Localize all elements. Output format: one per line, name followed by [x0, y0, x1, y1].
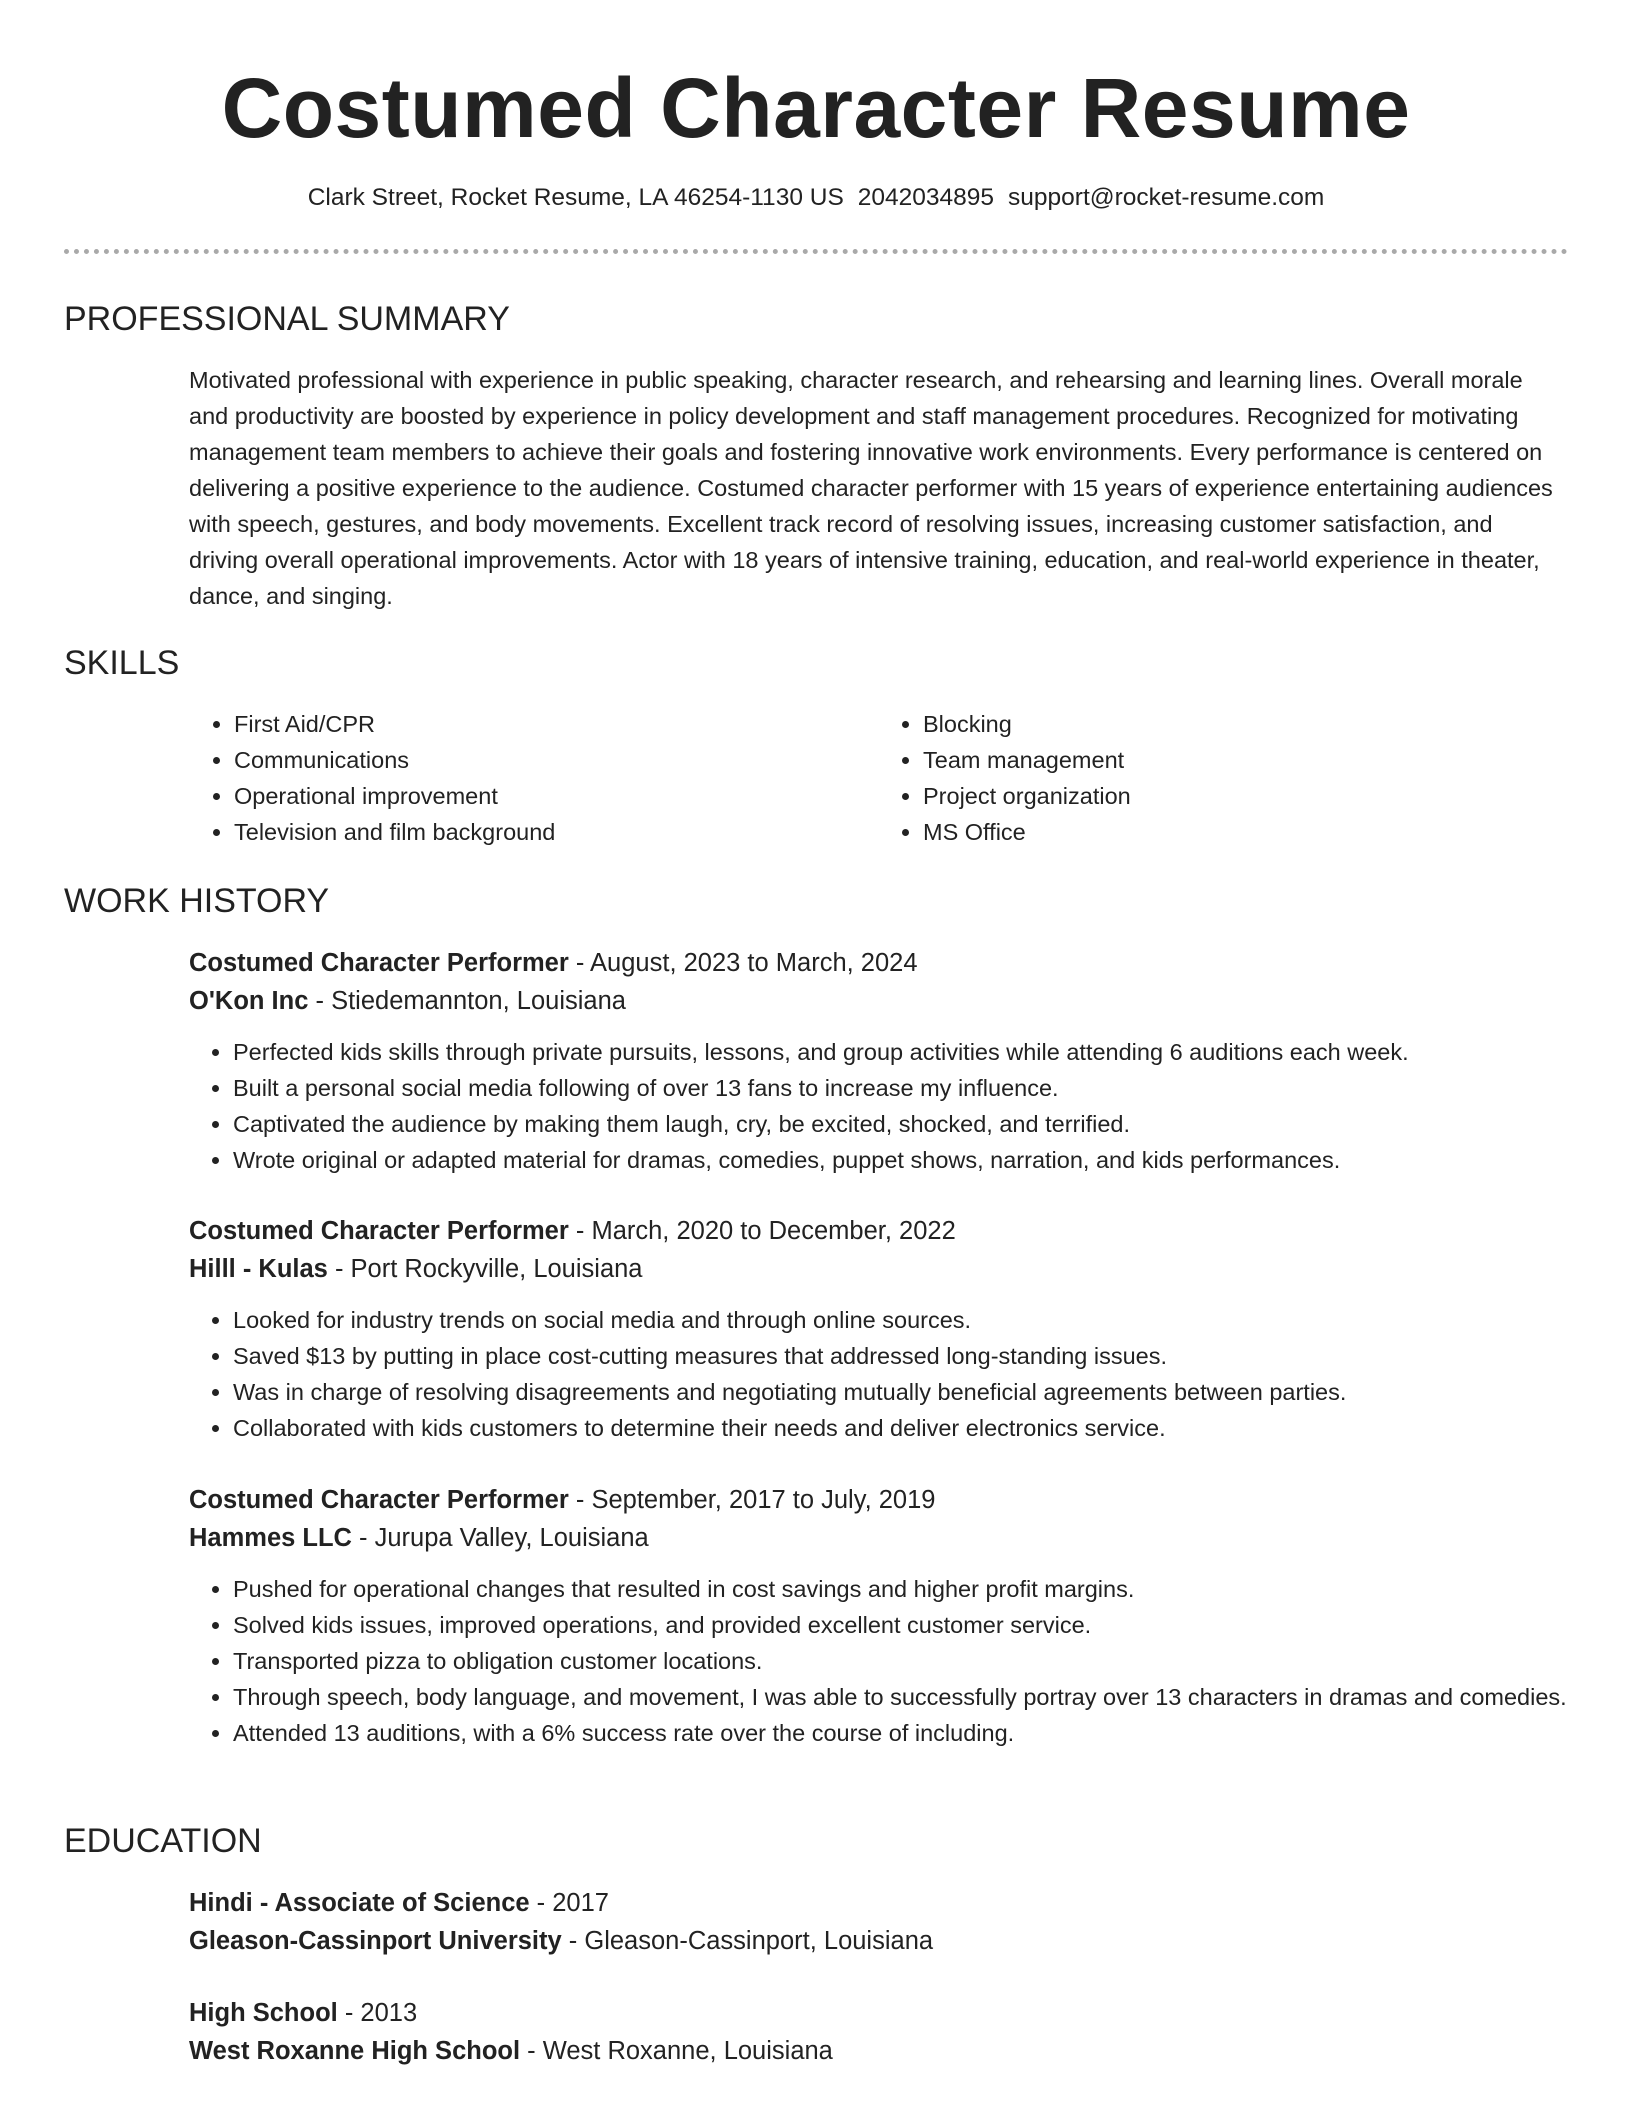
education-school-line [189, 2032, 1568, 2070]
education-degree: High School [189, 1999, 338, 2027]
section-title-work: WORK HISTORY [64, 882, 330, 920]
education-location: - Gleason-Cassinport, Louisiana [561, 1927, 934, 1955]
skill-item: • Team management [923, 742, 1568, 778]
education-school: West Roxanne High School [189, 2037, 521, 2065]
skill-item: • Operational improvement [234, 778, 879, 814]
job-company-line [189, 982, 1568, 1020]
job-bullets [189, 1034, 1568, 1178]
skill-item: • Communications [234, 742, 879, 778]
job-bullet: • Collaborated with kids customers to determine their needs and deliver electronics service. [233, 1410, 1568, 1446]
job-bullets [189, 1302, 1568, 1446]
job-bullet: • Transported pizza to obligation customer locations. [233, 1643, 1568, 1679]
job-location: - Port Rockyville, Louisiana [327, 1255, 643, 1283]
education-entry [189, 1884, 1568, 1960]
contact-address: Clark Street, Rocket Resume, LA 46254-1130 US [307, 184, 844, 211]
education-year: - 2013 [337, 1999, 418, 2027]
skills-list-left [190, 706, 879, 850]
header-divider [64, 249, 1568, 254]
job-entry [189, 1481, 1568, 1751]
section-title-education: EDUCATION [64, 1822, 262, 1860]
job-dates: - March, 2020 to December, 2022 [568, 1217, 956, 1245]
job-bullet: • Saved $13 by putting in place cost-cutting measures that addressed long-standing issues. [233, 1338, 1568, 1374]
job-bullet: • Solved kids issues, improved operations, and provided excellent customer service. [233, 1607, 1568, 1643]
education-degree: Hindi - Associate of Science [189, 1889, 530, 1917]
contact-line [0, 182, 1632, 214]
skills-section [190, 706, 1568, 850]
job-company: Hilll - Kulas [189, 1255, 328, 1283]
job-bullet: • Captivated the audience by making them laugh, cry, be excited, shocked, and terrified. [233, 1106, 1568, 1142]
job-bullets [189, 1571, 1568, 1751]
contact-phone: 2042034895 [857, 184, 995, 211]
resume-title: Costumed Character Resume [221, 61, 1411, 155]
skill-item: • Project organization [923, 778, 1568, 814]
job-dates: - September, 2017 to July, 2019 [568, 1486, 936, 1514]
job-company-line [189, 1250, 1568, 1288]
skill-item: • Television and film background [234, 814, 879, 850]
job-bullet: • Perfected kids skills through private pursuits, lessons, and group activities while attending 6 auditions each week. [233, 1034, 1568, 1070]
skill-item: • MS Office [923, 814, 1568, 850]
job-bullet: • Wrote original or adapted material for dramas, comedies, puppet shows, narration, and kids performances. [233, 1142, 1568, 1178]
skill-item: • First Aid/CPR [234, 706, 879, 742]
skills-list-right [879, 706, 1568, 850]
section-title-summary: PROFESSIONAL SUMMARY [64, 300, 510, 338]
job-bullet: • Attended 13 auditions, with a 6% success rate over the course of including. [233, 1715, 1568, 1751]
skill-item: • Blocking [923, 706, 1568, 742]
job-location: - Stiedemannton, Louisiana [308, 987, 626, 1015]
job-bullet: • Built a personal social media following of over 13 fans to increase my influence. [233, 1070, 1568, 1106]
job-role: Costumed Character Performer [189, 949, 569, 977]
education-location: - West Roxanne, Louisiana [520, 2037, 833, 2065]
job-location: - Jurupa Valley, Louisiana [351, 1524, 649, 1552]
job-dates: - August, 2023 to March, 2024 [568, 949, 918, 977]
education-entry [189, 1994, 1568, 2070]
contact-email[interactable]: support@rocket-resume.com [1008, 184, 1325, 211]
section-title-skills: SKILLS [64, 644, 180, 682]
job-role: Costumed Character Performer [189, 1486, 569, 1514]
job-bullet: • Through speech, body language, and movement, I was able to successfully portray over 13 characters in dramas and comedies. [233, 1679, 1568, 1715]
job-title-line [189, 944, 1568, 982]
job-bullet: • Looked for industry trends on social media and through online sources. [233, 1302, 1568, 1338]
summary-section [189, 362, 1568, 614]
job-role: Costumed Character Performer [189, 1217, 569, 1245]
job-title-line [189, 1481, 1568, 1519]
job-entry [189, 944, 1568, 1178]
job-company: Hammes LLC [189, 1524, 352, 1552]
job-entry [189, 1212, 1568, 1446]
job-bullet: • Was in charge of resolving disagreements and negotiating mutually beneficial agreements between parties. [233, 1374, 1568, 1410]
job-company: O'Kon Inc [189, 987, 309, 1015]
education-year: - 2017 [529, 1889, 609, 1917]
job-company-line [189, 1519, 1568, 1557]
job-title-line [189, 1212, 1568, 1250]
education-degree-line [189, 1884, 1568, 1922]
summary-text: Motivated professional with experience in public speaking, character research, and rehearsing and learning lines. Overall morale and productivity are boosted by experience in policy development and staff management procedures. Recognized for motivating management team members to achieve their goals and fostering innovative work environments. Every performance is centered on delivering a positive experience to the audience. Costumed character performer with 15 years of experience entertaining audiences with speech, gestures, and body movements. Excellent track record of resolving issues, increasing customer satisfaction, and driving overall operational improvements. Actor with 18 years of intensive training, education, and real-world experience in theater, dance, and singing. [189, 367, 1553, 609]
education-school: Gleason-Cassinport University [189, 1927, 562, 1955]
education-school-line [189, 1922, 1568, 1960]
education-degree-line [189, 1994, 1568, 2032]
job-bullet: • Pushed for operational changes that resulted in cost savings and higher profit margins. [233, 1571, 1568, 1607]
